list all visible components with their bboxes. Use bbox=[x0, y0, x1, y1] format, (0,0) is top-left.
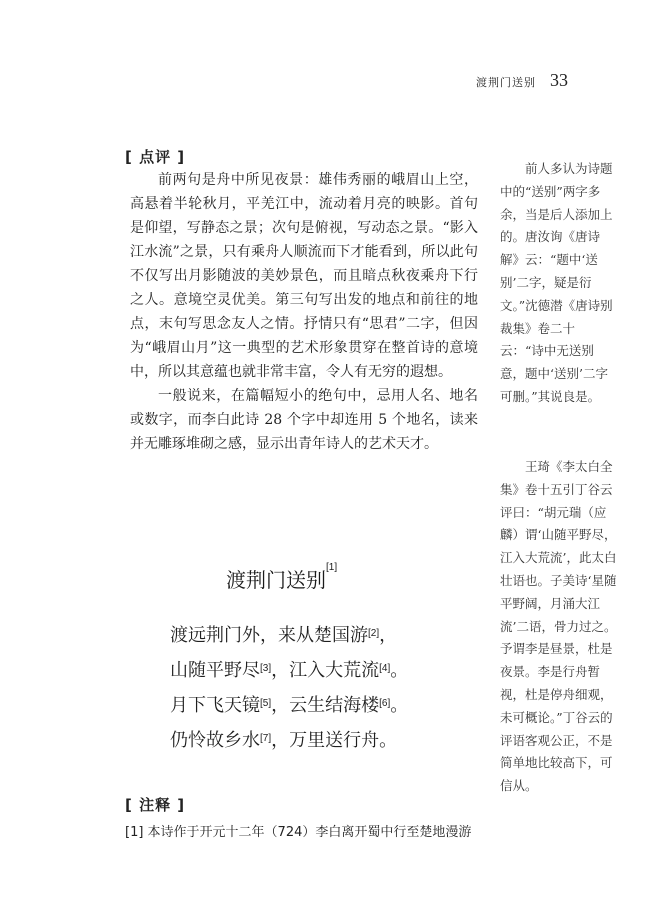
sidebar-paragraph: 王琦《李太白全集》卷十五引丁谷云评曰：“胡元瑞（应麟）谓‘山随平野尽，江入大荒流’，此太白壮语也。子美诗‘星随平野阔，月涌大江流’二语，骨力过之。予谓李是昼景，杜是夜景。李是行舟暂视，杜是停舟细观，未可概论。”丁谷云的评语客观公正，不是简单地比较高下，可信从。 bbox=[500, 459, 617, 794]
running-header bbox=[476, 70, 568, 91]
poem-line-text: 仍怜故乡水 bbox=[170, 730, 260, 751]
sidebar-note bbox=[500, 158, 618, 409]
poem-title-note-ref: [1] bbox=[326, 562, 338, 573]
poem-title-text: 渡荆门送别 bbox=[226, 568, 326, 592]
poem-line-text: 。 bbox=[390, 660, 409, 681]
note-ref: [7] bbox=[260, 733, 272, 744]
poem-line bbox=[170, 688, 408, 723]
poem-line bbox=[170, 723, 408, 758]
note-ref: [4] bbox=[379, 663, 391, 674]
comment-paragraph: 一般说来，在篇幅短小的绝句中，忌用人名、地名或数字，而李白此诗 28 个字中却连用 5 个地名，读来并无雕琢堆砌之感，显示出青年诗人的艺术天才。 bbox=[130, 388, 478, 452]
running-header-title: 渡荆门送别 bbox=[476, 76, 536, 89]
sidebar-note bbox=[500, 456, 618, 798]
poem-line-text: ， bbox=[379, 625, 398, 646]
note-ref: [5] bbox=[260, 698, 272, 709]
note-ref: [3] bbox=[260, 663, 272, 674]
poem-line-text: ，江入大荒流 bbox=[271, 660, 380, 681]
comment-heading: [ 点评 ] bbox=[125, 148, 186, 166]
poem-line-text: 渡远荆门外，来从楚国游 bbox=[170, 625, 368, 646]
poem-line-text: 山随平野尽 bbox=[170, 660, 260, 681]
poem-line-text: ，万里送行舟。 bbox=[271, 730, 398, 751]
note-ref: [6] bbox=[379, 698, 391, 709]
poem-line-text: 。 bbox=[390, 695, 409, 716]
poem-title bbox=[226, 564, 337, 593]
comment-body bbox=[130, 168, 478, 456]
note-ref: [2] bbox=[368, 628, 380, 639]
poem-line bbox=[170, 618, 408, 653]
poem-body bbox=[170, 618, 408, 758]
poem-line-text: 月下飞天镜 bbox=[170, 695, 260, 716]
poem-line bbox=[170, 653, 408, 688]
poem-line-text: ，云生结海楼 bbox=[271, 695, 380, 716]
notes-heading: [ 注释 ] bbox=[125, 796, 186, 814]
comment-paragraph: 前两句是舟中所见夜景：雄伟秀丽的峨眉山上空，高悬着半轮秋月，平羌江中，流动着月亮的映影。首句是仰望，写静态之景；次句是俯视，写动态之景。“影入江水流”之景，只有乘舟人顺流而下才能看到，所以此句不仅写出月影随波的美妙景色，而且暗点秋夜乘舟下行之人。意境空灵优美。第三句写出发的地点和前往的地点，末句写思念友人之情。抒情只有“思君”二字，但因为“峨眉山月”这一典型的艺术形象贯穿在整首诗的意境中，所以其意蕴也就非常丰富，令人有无穷的遐想。 bbox=[130, 172, 478, 380]
page-number: 33 bbox=[550, 70, 568, 90]
sidebar-paragraph: 前人多认为诗题中的“送别”两字多余，当是后人添加上的。唐汝询《唐诗解》云：“题中‘送别’二字，疑是衍文。”沈德潜《唐诗别裁集》卷二十云：“诗中无送别意，题中‘送别’二字可删。”其说良是。 bbox=[500, 161, 613, 404]
note-item: [1] 本诗作于开元十二年（724）李白离开蜀中行至楚地漫游 bbox=[125, 825, 472, 840]
